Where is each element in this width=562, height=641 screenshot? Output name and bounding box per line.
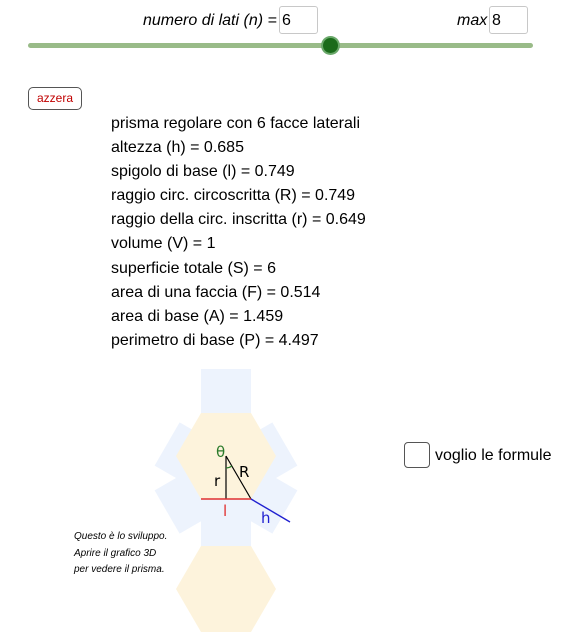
reset-button[interactable]: azzera bbox=[28, 87, 82, 110]
base-edge-value: spigolo di base (l) = 0.749 bbox=[111, 163, 295, 181]
height-value: altezza (h) = 0.685 bbox=[111, 139, 244, 157]
circumradius-label: R bbox=[239, 463, 250, 481]
n-input[interactable]: 6 bbox=[279, 6, 318, 34]
base-perimeter-value: perimetro di base (P) = 4.497 bbox=[111, 331, 319, 349]
circumradius-value: raggio circ. circoscritta (R) = 0.749 bbox=[111, 187, 356, 205]
note-line: Aprire il grafico 3D bbox=[74, 547, 157, 559]
show-formulas-checkbox[interactable] bbox=[404, 442, 430, 468]
note-line: per vedere il prisma. bbox=[74, 564, 165, 575]
base-area-value: area di base (A) = 1.459 bbox=[111, 307, 284, 325]
inradius-label: r bbox=[214, 472, 221, 490]
max-label: max bbox=[457, 12, 488, 29]
note-line: Questo è lo sviluppo. bbox=[74, 531, 168, 542]
show-formulas-label[interactable]: voglio le formule bbox=[435, 447, 552, 464]
total-surface-value: superficie totale (S) = 6 bbox=[111, 259, 276, 277]
base-edge-label: l bbox=[223, 502, 228, 520]
prism-description: prisma regolare con 6 facce laterali bbox=[111, 115, 361, 132]
height-label: h bbox=[261, 509, 271, 527]
max-input[interactable]: 8 bbox=[489, 6, 528, 34]
net-note bbox=[74, 529, 167, 579]
theta-label: θ bbox=[216, 443, 226, 461]
face-area-value: area di una faccia (F) = 0.514 bbox=[111, 283, 321, 301]
n-slider-label: numero di lati (n) = bbox=[143, 12, 277, 29]
inradius-value: raggio della circ. inscritta (r) = 0.649 bbox=[111, 211, 366, 229]
volume-value: volume (V) = 1 bbox=[111, 235, 216, 253]
bottom-base-hexagon bbox=[176, 546, 276, 632]
